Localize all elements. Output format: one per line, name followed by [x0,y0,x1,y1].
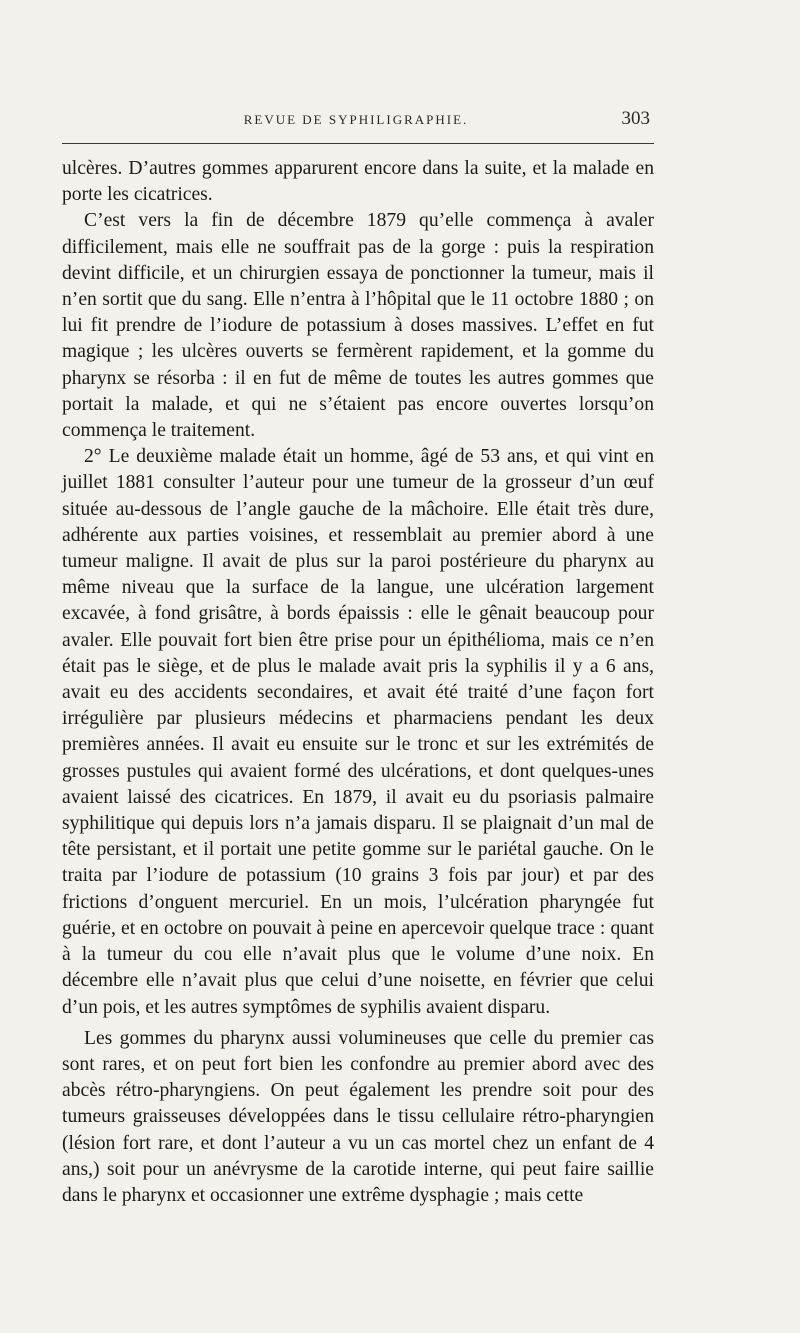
paragraph: 2° Le deuxième malade était un homme, âgé de 53 ans, et qui vint en juillet 1881 consulter l’auteur pour une tumeur de la grosseur d’un œuf située au-dessous de l’angle gauche de la mâchoire. Elle était très dure, adhérente aux parties voisines, et ressemblait au premier abord à une tumeur maligne. Il avait de plus sur la paroi postérieure du pharynx au même niveau que la surface de la langue, une ulcération largement excavée, à fond grisâtre, à bords épaissis : elle le gênait beaucoup pour avaler. Elle pouvait fort bien être prise pour un épithélioma, mais ce n’en était pas le siège, et de plus le malade avait pris la syphilis il y a 6 ans, avait eu des accidents secondaires, et avait été traité d’une façon fort irrégulière par plusieurs médecins et pharmaciens pendant les deux premières années. Il avait eu ensuite sur le tronc et sur les extrémités de grosses pustules qui avaient formé des ulcérations, et dont quelques-unes avaient laissé des cicatrices. En 1879, il avait eu du psoriasis palmaire syphilitique qui depuis lors n’a jamais disparu. Il se plaignait d’un mal de tête persistant, et il portait une petite gomme sur le pariétal gauche. On le traita par l’iodure de potassium (10 grains 3 fois par jour) et par des frictions d’onguent mercuriel. En un mois, l’ulcération pharyngée fut guérie, et en octobre on pouvait à peine en apercevoir quelque trace : quant à la tumeur du cou elle n’avait plus que le volume d’une noix. En décembre elle n’avait plus que celui d’une noisette, en février que celui d’un pois, et les autres symptômes de syphilis avaient disparu. [62,446,654,1018]
paragraph: C’est vers la fin de décembre 1879 qu’elle commença à avaler difficilement, mais elle ne souffrait pas de la gorge : puis la respiration devint difficile, et un chirurgien essaya de ponctionner la tumeur, mais il n’en sortit que du sang. Elle n’entra à l’hôpital que le 11 octobre 1880 ; on lui fit prendre de l’iodure de potassium à doses massives. L’effet en fut magique ; les ulcères ouverts se fermèrent rapidement, et la gomme du pharynx se résorba : il en fut de même de toutes les autres gommes que portait la malade, et qui ne s’étaient pas encore ouvertes lorsqu’on commença le traitement. [62,210,654,442]
running-header [62,108,650,132]
header-rule [62,143,654,144]
paragraph-continuation: ulcères. D’autres gommes apparurent encore dans la suite, et la malade en porte les cicatrices. [62,158,654,206]
body-text [62,156,654,1209]
page-number: 303 [621,108,650,129]
paragraph: Les gommes du pharynx aussi volumineuses que celle du premier cas sont rares, et on peut fort bien les confondre au premier abord avec des abcès rétro-pharyngiens. On peut également les prendre soit pour des tumeurs graisseuses développées dans le tissu cellulaire rétro-pharyngien (lésion fort rare, et dont l’auteur a vu un cas mortel chez un enfant de 4 ans,) soit pour un anévrysme de la carotide interne, qui peut faire saillie dans le pharynx et occasionner une extrême dysphagie ; mais cette [62,1027,654,1206]
running-title: REVUE DE SYPHILIGRAPHIE. [243,112,469,127]
